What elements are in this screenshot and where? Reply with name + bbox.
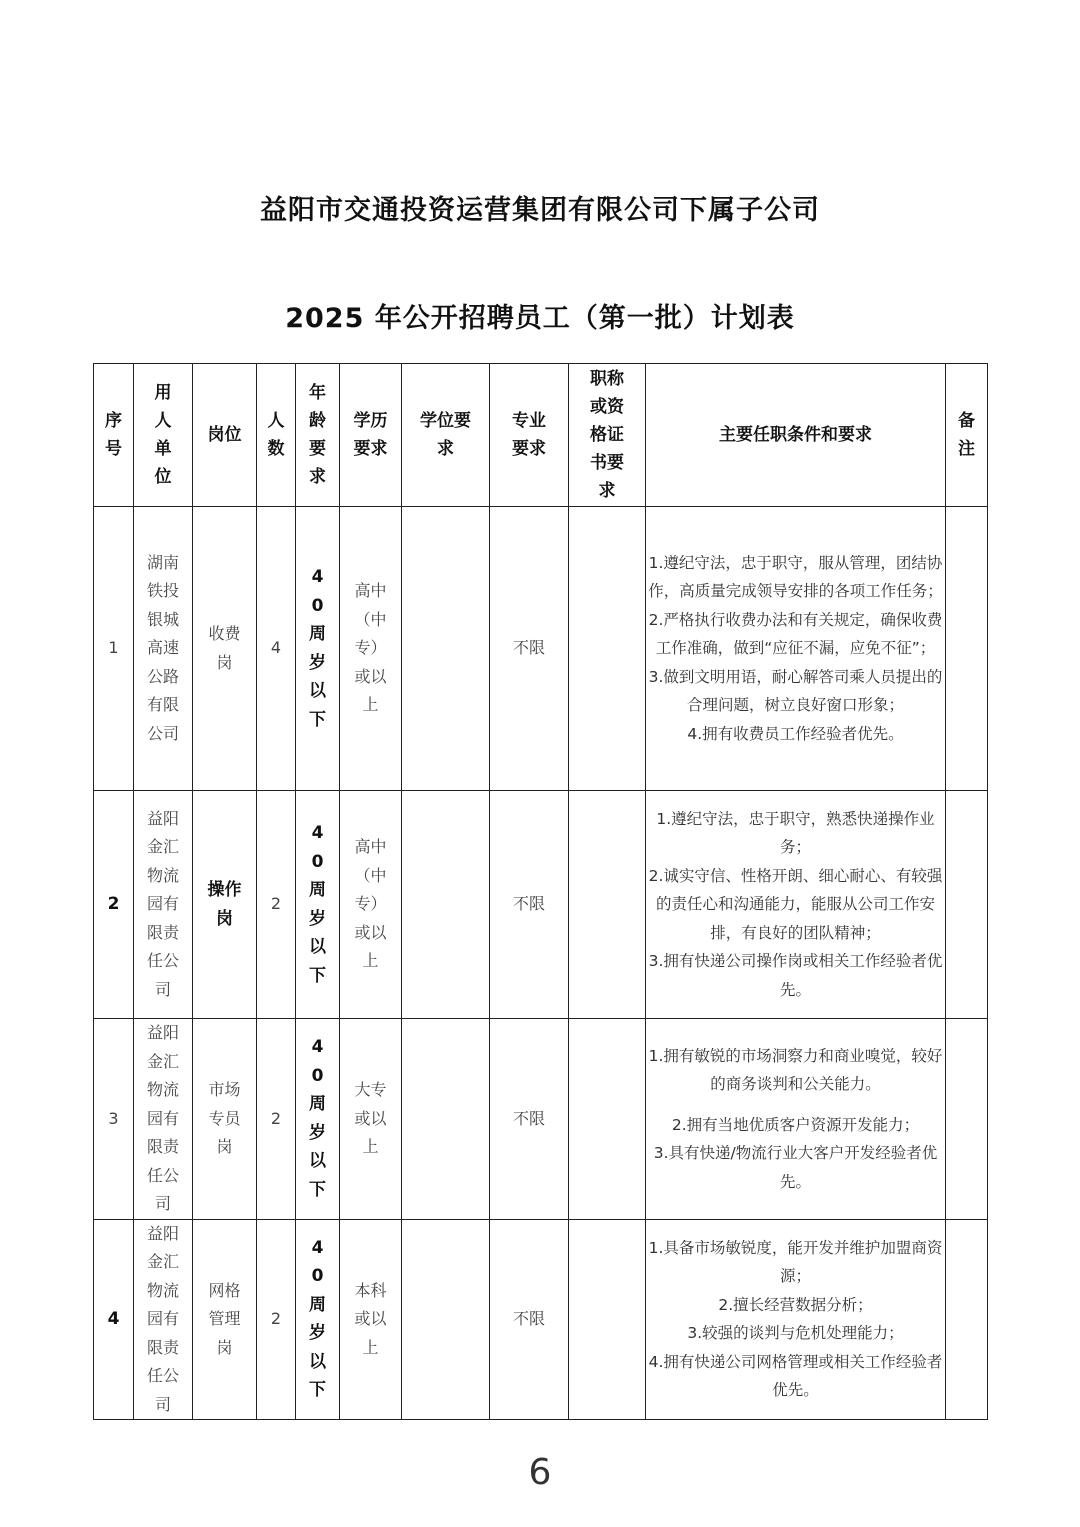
cell-major: 不限 [490, 507, 569, 791]
header-degree: 学位要求 [402, 364, 490, 507]
cell-count: 2 [257, 1019, 296, 1220]
requirement-line: 3.较强的谈判与危机处理能力； [687, 1324, 904, 1343]
cell-position: 市场专员岗 [193, 1019, 257, 1220]
cell-education: 高中（中专）或以上 [340, 507, 402, 791]
cell-remarks [946, 791, 988, 1019]
cell-certificate [569, 507, 646, 791]
cell-degree [402, 791, 490, 1019]
requirement-line: 3.拥有快递公司操作岗或相关工作经验者优先。 [648, 952, 943, 999]
cell-seq: 2 [94, 791, 134, 1019]
cell-unit: 益阳金汇物流园有限责任公司 [134, 1019, 193, 1220]
cell-unit: 益阳金汇物流园有限责任公司 [134, 791, 193, 1019]
cell-remarks [946, 1219, 988, 1420]
cell-age: 40周岁以下 [296, 1019, 340, 1220]
cell-degree [402, 507, 490, 791]
header-education: 学历要求 [340, 364, 402, 507]
cell-requirements [646, 1219, 946, 1420]
cell-education: 本科或以上 [340, 1219, 402, 1420]
header-position: 岗位 [193, 364, 257, 507]
cell-major: 不限 [490, 791, 569, 1019]
header-major: 专业要求 [490, 364, 569, 507]
recruitment-plan-table [93, 363, 988, 1420]
cell-degree [402, 1219, 490, 1420]
table-header-row [94, 364, 988, 507]
document-title-line-1: 益阳市交通投资运营集团有限公司下属子公司 [260, 195, 820, 226]
requirement-line: 4.拥有快递公司网格管理或相关工作经验者优先。 [648, 1352, 943, 1400]
cell-position: 收费岗 [193, 507, 257, 791]
cell-age: 40周岁以下 [296, 791, 340, 1019]
requirement-line: 2.擅长经营数据分析； [718, 1295, 873, 1314]
cell-unit: 益阳金汇物流园有限责任公司 [134, 1219, 193, 1420]
requirement-line: 1.拥有敏锐的市场洞察力和商业嗅觉，较好的商务谈判和公关能力。 [648, 1046, 943, 1093]
table-row [94, 1219, 988, 1420]
cell-seq: 4 [94, 1219, 134, 1420]
cell-position: 操作岗 [193, 791, 257, 1019]
cell-requirements [646, 1019, 946, 1220]
header-count: 人数 [257, 364, 296, 507]
cell-major: 不限 [490, 1019, 569, 1220]
header-remarks: 备注 [946, 364, 988, 507]
cell-count: 2 [257, 791, 296, 1019]
cell-requirements [646, 507, 946, 791]
header-certificate: 职称或资格证书要求 [569, 364, 646, 507]
cell-requirements [646, 791, 946, 1019]
requirement-line: 1.具备市场敏锐度，能开发并维护加盟商资源； [648, 1238, 943, 1286]
table-row [94, 1019, 988, 1220]
document-title-line-2: 2025 年公开招聘员工（第一批）计划表 [285, 303, 795, 334]
cell-certificate [569, 791, 646, 1019]
cell-remarks [946, 1019, 988, 1220]
cell-remarks [946, 507, 988, 791]
header-requirements: 主要任职条件和要求 [646, 364, 946, 507]
cell-education: 高中（中专）或以上 [340, 791, 402, 1019]
cell-education: 大专或以上 [340, 1019, 402, 1220]
requirement-line: 3.做到文明用语，耐心解答司乘人员提出的合理问题，树立良好窗口形象； [648, 667, 943, 715]
cell-count: 2 [257, 1219, 296, 1420]
table-row [94, 791, 988, 1019]
requirement-line: 2.拥有当地优质客户资源开发能力； [671, 1115, 920, 1134]
cell-unit: 湖南铁投银城高速公路有限公司 [134, 507, 193, 791]
cell-age: 40周岁以下 [296, 1219, 340, 1420]
requirement-line: 4.拥有收费员工作经验者优先。 [687, 724, 904, 743]
cell-age: 40周岁以下 [296, 507, 340, 791]
cell-degree [402, 1019, 490, 1220]
header-seq: 序号 [94, 364, 134, 507]
header-age: 年龄要求 [296, 364, 340, 507]
requirement-line: 2.严格执行收费办法和有关规定，确保收费工作准确，做到“应征不漏，应免不征”； [648, 610, 943, 658]
header-unit: 用人单位 [134, 364, 193, 507]
cell-count: 4 [257, 507, 296, 791]
cell-position: 网格管理岗 [193, 1219, 257, 1420]
cell-seq: 1 [94, 507, 134, 791]
requirement-line: 1.遵纪守法，忠于职守，服从管理，团结协作，高质量完成领导安排的各项工作任务； [648, 553, 943, 601]
requirement-line: 1.遵纪守法，忠于职守，熟悉快递操作业务； [656, 809, 935, 857]
requirement-line: 2.诚实守信、性格开朗、细心耐心、有较强的责任心和沟通能力，能服从公司工作安排，有良好的团队精神； [648, 866, 943, 942]
cell-certificate [569, 1219, 646, 1420]
table-row [94, 507, 988, 791]
requirement-line: 3.具有快递/物流行业大客户开发经验者优先。 [653, 1144, 938, 1191]
cell-major: 不限 [490, 1219, 569, 1420]
page-number: 6 [528, 1452, 552, 1493]
cell-seq: 3 [94, 1019, 134, 1220]
cell-certificate [569, 1019, 646, 1220]
